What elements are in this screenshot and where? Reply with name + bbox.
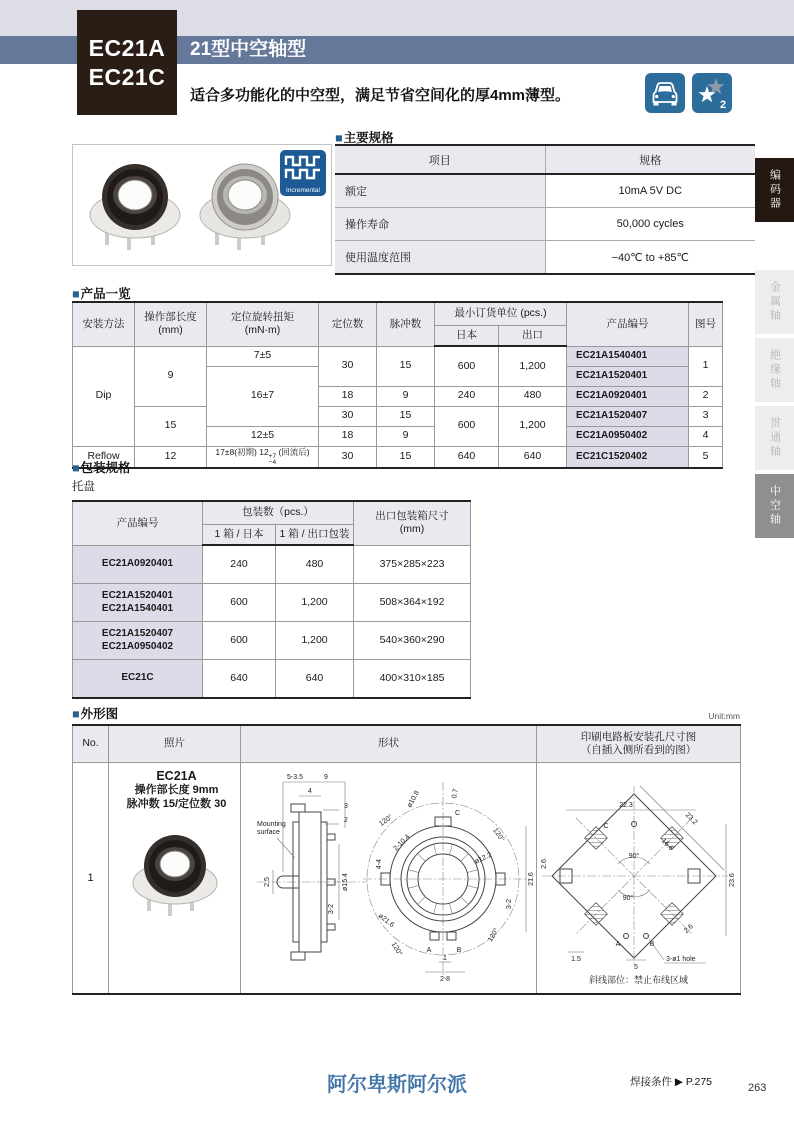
- spec-item: 操作寿命: [335, 208, 545, 241]
- svg-text:ø15.4: ø15.4: [341, 873, 349, 891]
- shaft-length: 12: [135, 446, 207, 468]
- svg-text:5: 5: [634, 964, 638, 971]
- torque: 17±8(初期) 12 +7 −4 (回流后): [207, 446, 319, 468]
- torque: 16±7: [207, 366, 319, 426]
- moq-japan: 600: [435, 346, 499, 386]
- svg-text:4: 4: [307, 788, 312, 795]
- col-figure: 图号: [689, 302, 723, 346]
- svg-text:2: 2: [343, 817, 348, 824]
- table-row: [73, 406, 723, 426]
- feature-icons: [645, 73, 732, 113]
- figure-number: 3: [689, 406, 723, 426]
- part-number: EC21A1520401: [567, 366, 689, 386]
- svg-text:23.2: 23.2: [683, 811, 699, 827]
- square-wave-icon: [282, 152, 324, 182]
- pcb-hole-drawing: [538, 764, 740, 974]
- specs-section-title: ■主要规格: [335, 131, 394, 145]
- svg-text:ø12.2: ø12.2: [473, 851, 493, 866]
- part-number: EC21C: [73, 660, 203, 699]
- sidebar-tab-hollow-shaft[interactable]: 中空轴: [755, 474, 794, 538]
- products-section-title: ■产品一览: [72, 287, 131, 301]
- svg-text:3: 3: [343, 803, 348, 810]
- col-part-number: 产品编号: [73, 501, 203, 545]
- col-detent: 定位数: [319, 302, 377, 346]
- section-marker: ■: [335, 131, 343, 145]
- pcb-note: 斜线部位：禁止布线区域: [588, 975, 688, 985]
- svg-text:9: 9: [323, 774, 328, 781]
- unit-label: Unit:mm: [708, 711, 740, 721]
- table-row: [73, 446, 723, 468]
- detent-count: 30: [319, 346, 377, 386]
- part-number: EC21A1520407: [567, 406, 689, 426]
- svg-text:21.6: 21.6: [527, 872, 535, 886]
- product-photo-box: [72, 144, 332, 266]
- detent-count: 18: [319, 386, 377, 406]
- col-photo: 照片: [109, 725, 241, 763]
- welding-conditions-link[interactable]: 焊接条件 ▶ P.275: [630, 1076, 712, 1088]
- col-length: 操作部长度 (mm): [135, 302, 207, 346]
- page-number: 263: [748, 1082, 767, 1094]
- packing-subtitle: 托盘: [72, 481, 95, 493]
- col-header-item: 项目: [335, 145, 545, 174]
- moq-export: 1,200: [499, 346, 567, 386]
- spec-value: 50,000 cycles: [545, 208, 755, 241]
- detent-count: 18: [319, 426, 377, 446]
- moq-export: 640: [499, 446, 567, 468]
- col-moq-export: 出口: [499, 326, 567, 347]
- automotive-car-icon: [645, 73, 685, 113]
- qty-export: 640: [276, 660, 354, 699]
- col-box-export: 1 箱 / 出口包装: [276, 525, 354, 546]
- svg-text:C: C: [603, 823, 609, 830]
- box-size: 375×285×223: [354, 545, 471, 584]
- svg-text:2-10.4: 2-10.4: [391, 833, 411, 853]
- products-table: [72, 301, 723, 469]
- outline-table: [72, 724, 741, 995]
- table-header-row: [73, 302, 723, 326]
- col-moq: 最小订货单位 (pcs.): [435, 302, 567, 326]
- col-torque: 定位旋转扭矩 (mN·m): [207, 302, 319, 346]
- col-no: No.: [73, 725, 109, 763]
- svg-text:2.6: 2.6: [683, 923, 695, 935]
- tagline: 适合多功能化的中空型，满足节省空间化的厚4mm薄型。: [190, 87, 571, 104]
- table-row: [73, 346, 723, 366]
- col-pulse: 脉冲数: [377, 302, 435, 346]
- qty-japan: 640: [203, 660, 276, 699]
- mount-method: Reflow: [73, 446, 135, 468]
- svg-text:C: C: [454, 810, 460, 817]
- svg-text:ø21.6: ø21.6: [376, 912, 395, 930]
- svg-text:3-2: 3-2: [327, 903, 335, 915]
- spec-value: 10mA 5V DC: [545, 174, 755, 208]
- qty-japan: 600: [203, 622, 276, 660]
- col-shape: 形状: [241, 725, 537, 763]
- svg-text:4-4: 4-4: [375, 858, 383, 870]
- svg-text:0.7: 0.7: [450, 788, 460, 800]
- part-number: EC21C1520402: [567, 446, 689, 468]
- col-packing-qty: 包装数（pcs.）: [203, 501, 354, 525]
- sidebar-tab-encoder[interactable]: 编码器: [755, 158, 794, 222]
- box-size: 540×360×290: [354, 622, 471, 660]
- svg-text:22.3: 22.3: [619, 802, 633, 809]
- svg-text:90°: 90°: [622, 895, 634, 902]
- qty-export: 480: [276, 545, 354, 584]
- figure-number: 1: [689, 346, 723, 386]
- spec-item: 额定: [335, 174, 545, 208]
- model-number-box: [77, 10, 177, 115]
- table-row: [73, 660, 471, 699]
- incremental-label: Incremental: [286, 187, 320, 194]
- specs-table: [335, 144, 755, 275]
- mount-method: Dip: [73, 346, 135, 446]
- svg-text:5-3.5: 5-3.5: [286, 774, 303, 781]
- shaft-length: 9: [135, 346, 207, 406]
- shape-drawing: [243, 764, 535, 984]
- box-size: 400×310×185: [354, 660, 471, 699]
- section-marker: ■: [72, 707, 80, 721]
- qty-export: 1,200: [276, 584, 354, 622]
- table-row: [335, 208, 755, 241]
- svg-text:120°: 120°: [389, 941, 403, 958]
- svg-text:A: A: [615, 941, 621, 948]
- part-number: EC21A0950402: [567, 426, 689, 446]
- encoder-photo: [117, 818, 237, 928]
- pcb-cell: [537, 763, 741, 995]
- figure-number: 4: [689, 426, 723, 446]
- moq-export: 1,200: [499, 406, 567, 446]
- svg-text:1: 1: [442, 955, 447, 962]
- svg-text:3-2: 3-2: [505, 898, 513, 910]
- box-size: 508×364×192: [354, 584, 471, 622]
- detent-count: 30: [319, 406, 377, 426]
- col-part-number: 产品编号: [567, 302, 689, 346]
- figure-number: 1: [73, 763, 109, 995]
- brand-logo: 阿尔卑斯阿尔派: [327, 1074, 467, 1096]
- photo-spec-line: 脉冲数 15/定位数 30: [126, 798, 227, 811]
- table-row: [73, 763, 741, 995]
- model-line2: EC21C: [88, 63, 166, 90]
- moq-export: 480: [499, 386, 567, 406]
- qty-export: 1,200: [276, 622, 354, 660]
- part-number: EC21A1540401: [567, 346, 689, 366]
- sidebar-tab-metal-shaft[interactable]: 金属轴: [755, 270, 794, 334]
- shaft-length: 15: [135, 406, 207, 446]
- packing-table: [72, 500, 471, 699]
- table-header-row: [73, 725, 741, 763]
- svg-text:B: B: [456, 947, 461, 954]
- sidebar-tab-through-shaft[interactable]: 贯通轴: [755, 406, 794, 470]
- svg-text:2.6: 2.6: [541, 859, 548, 869]
- pulse-count: 15: [377, 346, 435, 386]
- outline-section-title: ■外形图: [72, 707, 119, 721]
- svg-text:2-8: 2-8: [439, 976, 450, 983]
- shape-cell: [241, 763, 537, 995]
- spec-value: −40℃ to +85℃: [545, 241, 755, 275]
- svg-text:B: B: [649, 941, 655, 948]
- svg-text:surface: surface: [256, 829, 280, 836]
- col-header-spec: 规格: [545, 145, 755, 174]
- model-line1: EC21A: [88, 34, 166, 61]
- star-count: 2: [719, 99, 727, 111]
- table-row: [335, 241, 755, 275]
- section-marker: ■: [72, 287, 80, 301]
- photo-spec-line: 操作部长度 9mm: [134, 784, 219, 796]
- table-row: [335, 174, 755, 208]
- moq-japan: 600: [435, 406, 499, 446]
- series-title: 21型中空轴型: [190, 39, 307, 60]
- sidebar-tab-insulated-shaft[interactable]: 绝缘轴: [755, 338, 794, 402]
- svg-text:2.5: 2.5: [263, 877, 271, 887]
- pulse-count: 9: [377, 426, 435, 446]
- figure-number: 2: [689, 386, 723, 406]
- table-header-row: [73, 501, 471, 525]
- part-number: EC21A1520401 EC21A1540401: [73, 584, 203, 622]
- photo-model: EC21A: [156, 769, 197, 783]
- svg-text:90°: 90°: [628, 853, 640, 860]
- table-row: [73, 622, 471, 660]
- packing-section-title: ■包装规格: [72, 461, 131, 475]
- table-row: [335, 145, 755, 174]
- table-row: [73, 584, 471, 622]
- qty-japan: 600: [203, 584, 276, 622]
- photo-cell: [109, 763, 241, 995]
- svg-text:Mounting: Mounting: [256, 821, 286, 828]
- moq-japan: 640: [435, 446, 499, 468]
- svg-text:120°: 120°: [490, 827, 505, 844]
- svg-text:ø10.8: ø10.8: [405, 789, 421, 809]
- pulse-count: 15: [377, 406, 435, 426]
- svg-text:1.5: 1.5: [571, 956, 581, 963]
- incremental-badge: [280, 150, 326, 196]
- svg-text:23.6: 23.6: [729, 873, 736, 887]
- part-number: EC21A0920401: [567, 386, 689, 406]
- svg-text:120°: 120°: [377, 813, 394, 828]
- pulse-count: 15: [377, 446, 435, 468]
- col-pcb-hole: 印刷电路板安装孔尺寸图 （自插入侧所看到的图）: [537, 725, 741, 763]
- col-box-size: 出口包装箱尺寸 (mm): [354, 501, 471, 545]
- svg-text:A: A: [426, 947, 431, 954]
- detent-count: 30: [319, 446, 377, 468]
- spec-item: 使用温度范围: [335, 241, 545, 275]
- qty-japan: 240: [203, 545, 276, 584]
- pulse-count: 9: [377, 386, 435, 406]
- part-number: EC21A1520407 EC21A0950402: [73, 622, 203, 660]
- moq-japan: 240: [435, 386, 499, 406]
- svg-text:3-ø1 hole: 3-ø1 hole: [666, 956, 696, 963]
- star-rating-icon: [692, 73, 732, 113]
- col-mount: 安装方法: [73, 302, 135, 346]
- torque: 12±5: [207, 426, 319, 446]
- svg-text:16.6: 16.6: [659, 837, 675, 853]
- section-marker: ■: [72, 461, 80, 475]
- col-moq-japan: 日本: [435, 326, 499, 347]
- col-box-japan: 1 箱 / 日本: [203, 525, 276, 546]
- torque: 7±5: [207, 346, 319, 366]
- table-row: [73, 545, 471, 584]
- svg-text:120°: 120°: [486, 927, 500, 944]
- part-number: EC21A0920401: [73, 545, 203, 584]
- figure-number: 5: [689, 446, 723, 468]
